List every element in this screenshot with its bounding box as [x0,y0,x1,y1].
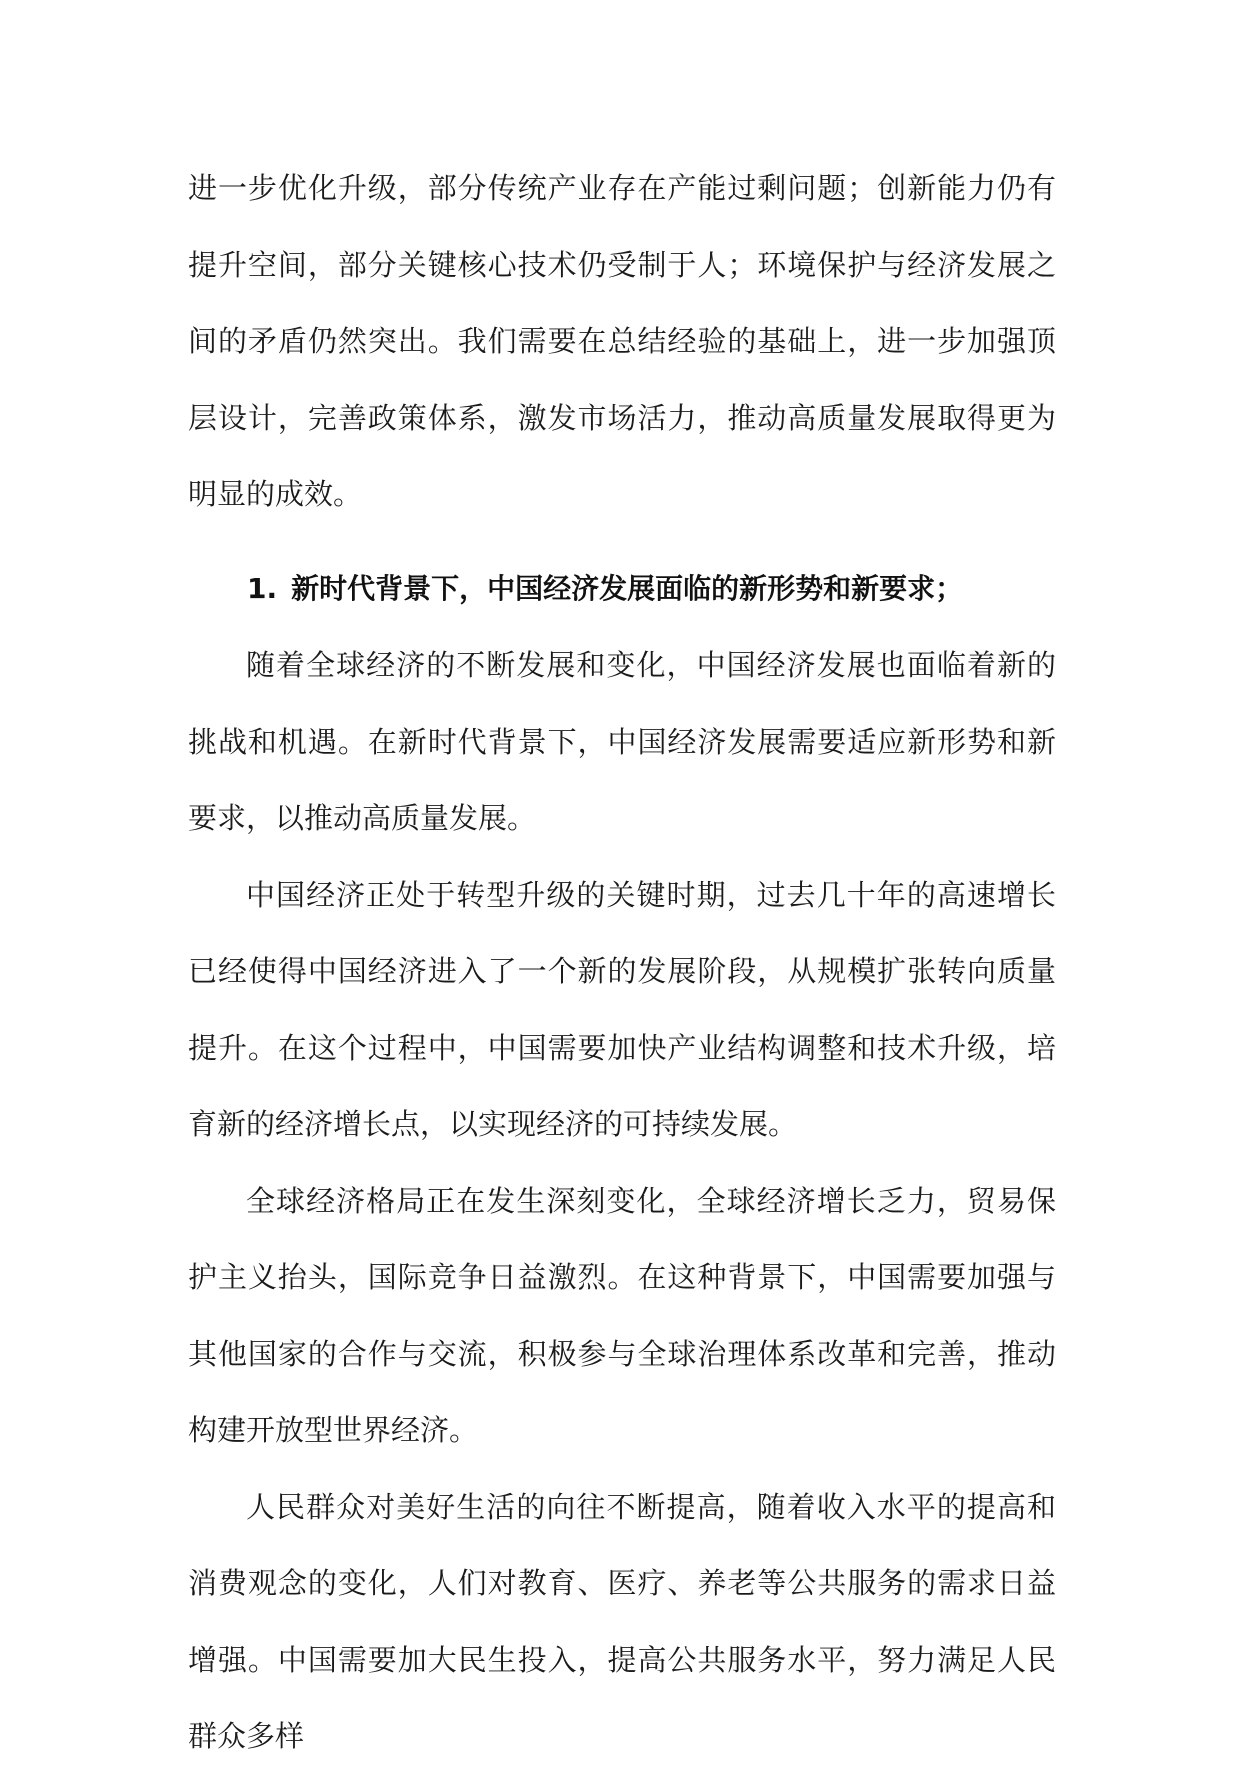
document-body [188,150,1056,1775]
paragraph-4: 人民群众对美好生活的向往不断提高，随着收入水平的提高和消费观念的变化，人们对教育、医疗、养老等公共服务的需求日益增强。中国需要加大民生投入，提高公共服务水平，努力满足人民群众多样 [188,1489,1056,1753]
section-heading [188,551,1056,628]
continued-paragraph: 进一步优化升级，部分传统产业存在产能过剩问题；创新能力仍有提升空间，部分关键核心技术仍受制于人；环境保护与经济发展之间的矛盾仍然突出。我们需要在总结经验的基础上，进一步加强顶层设计，完善政策体系，激发市场活力，推动高质量发展取得更为明显的成效。 [188,171,1056,511]
paragraph-2: 中国经济正处于转型升级的关键时期，过去几十年的高速增长已经使得中国经济进入了一个新的发展阶段，从规模扩张转向质量提升。在这个过程中，中国需要加快产业结构调整和技术升级，培育新的经济增长点，以实现经济的可持续发展。 [188,877,1056,1141]
paragraph-3: 全球经济格局正在发生深刻变化，全球经济增长乏力，贸易保护主义抬头，国际竞争日益激烈。在这种背景下，中国需要加强与其他国家的合作与交流，积极参与全球治理体系改革和完善，推动构建开放型世界经济。 [188,1183,1056,1447]
paragraph-1: 随着全球经济的不断发展和变化，中国经济发展也面临着新的挑战和机遇。在新时代背景下，中国经济发展需要适应新形势和新要求，以推动高质量发展。 [188,648,1056,835]
section-heading-title: 新时代背景下，中国经济发展面临的新形势和新要求； [291,571,964,605]
section-heading-number: 1. [247,571,278,605]
